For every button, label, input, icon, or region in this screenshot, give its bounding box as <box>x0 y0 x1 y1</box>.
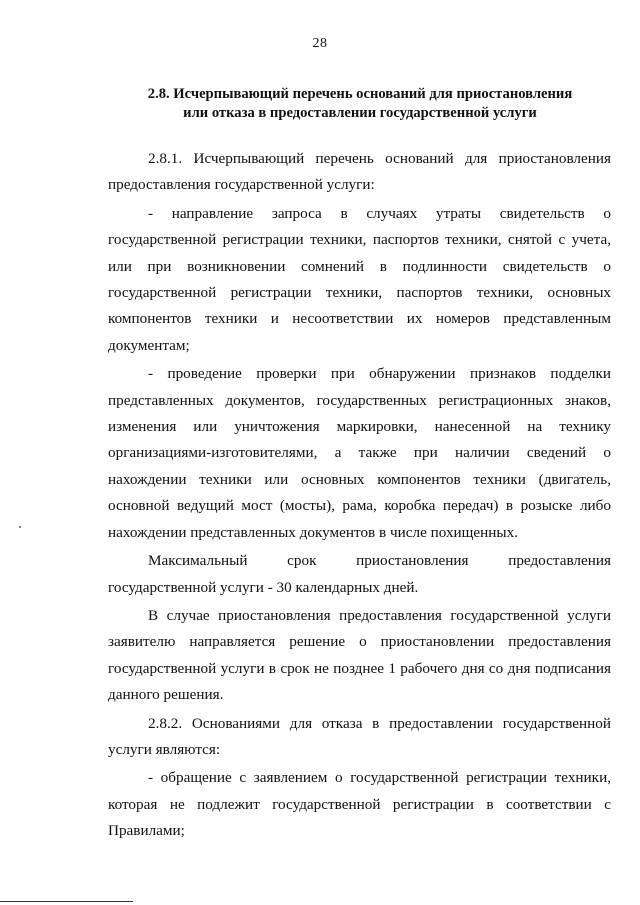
paragraph-2-8-1: 2.8.1. Исчерпывающий перечень оснований для приостановления предоставления государственной услуги: <box>108 150 611 194</box>
paragraph-refusal-reason-registration: - обращение с заявлением о государственной регистрации техники, которая не подлежит государственной регистрации в соответствии с Правилами; <box>108 769 611 840</box>
section-heading-line-2: или отказа в предоставлении государственной услуги <box>183 105 537 121</box>
section-heading-line-1: 2.8. Исчерпывающий перечень оснований для приостановления <box>147 86 573 102</box>
footnote-rule <box>0 901 133 902</box>
paragraph-2-8-2: 2.8.2. Основаниями для отказа в предоставлении государственной услуги являются: <box>108 714 611 758</box>
page-number: 28 <box>312 36 328 51</box>
paragraph-suspension-reason-check: - проведение проверки при обнаружении признаков подделки представленных документов, государственных регистрационных знаков, изменения или уничтожения маркировки, нанесенной на технику организациями-изготовителями, а также при наличии сведений о нахождении техники или основных компонентов техники (двигатель, основной ведущий мост (мосты), рама, коробка передач) в розыске либо нахождении представленных документов в числе похищенных. <box>108 365 611 541</box>
paragraph-max-suspension-term: Максимальный срок приостановления предоставления государственной услуги - 30 календарных дней. <box>108 552 611 596</box>
section-heading <box>110 85 610 123</box>
paragraph-suspension-decision: В случае приостановления предоставления государственной услуги заявителю направляется решение о приостановлении предоставления государственной услуги в срок не позднее 1 рабочего дня со дня подписания данного решения. <box>108 606 611 704</box>
paragraph-suspension-reason-request: - направление запроса в случаях утраты свидетельств о государственной регистрации техники, паспортов техники, снятой с учета, или при возникновении сомнений в подлинности свидетельств о государственной регистрации техники, паспортов техники, основных компонентов техники и несоответствии их номеров представленным документам; <box>108 204 611 354</box>
document-body <box>108 146 611 847</box>
margin-mark <box>19 526 21 528</box>
